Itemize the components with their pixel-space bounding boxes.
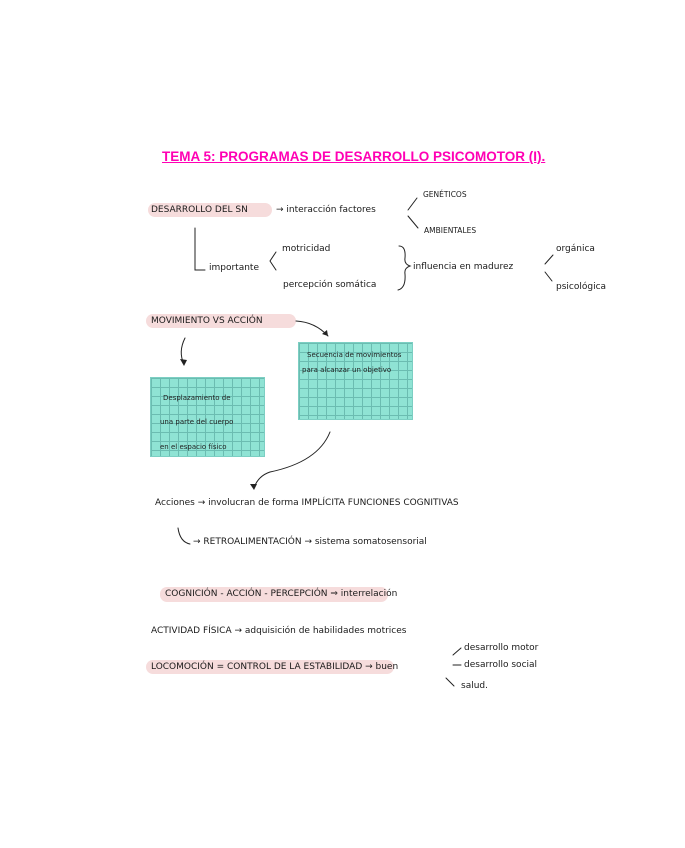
organica-label: orgánica [556,244,595,254]
acciones-line: Acciones → involucran de forma IMPLÍCITA FUNCIONES COGNITIVAS [155,498,459,508]
movimiento-vs-accion-heading: MOVIMIENTO VS ACCIÓN [151,316,263,326]
desarrollo-sn-heading: DESARROLLO DEL SN [151,205,248,215]
interaccion-label: → interacción factores [276,205,376,215]
desarrollo-social-label: desarrollo social [464,660,538,670]
actividad-fisica-line: ACTIVIDAD FÍSICA → adquisición de habilidades motrices [151,626,407,636]
salud-label: salud. [461,681,488,691]
retroalimentacion-text: RETROALIMENTACIÓN → sistema somatosensorial [203,537,427,547]
retroalimentacion-line: → RETROALIMENTACIÓN → sistema somatosensorial [193,537,427,547]
accion-card-line-1: Secuencia de movimientos [307,351,402,359]
influencia-label: influencia en madurez [413,262,514,272]
motricidad-label: motricidad [282,244,331,254]
movimiento-card-line-3: en el espacio físico [160,443,227,451]
importante-label: importante [209,263,260,273]
ambientales-label: AMBIENTALES [424,226,477,235]
movimiento-card-line-1: Desplazamiento de [163,394,231,402]
page-title: TEMA 5: PROGRAMAS DE DESARROLLO PSICOMOTOR (I). [162,149,546,164]
geneticos-label: GENÉTICOS [423,190,467,199]
interaccion-text: interacción factores [286,205,376,215]
psicologica-label: psicológica [556,282,607,292]
locomocion-line: LOCOMOCIÓN = CONTROL DE LA ESTABILIDAD → buen [151,662,399,672]
cognicion-accion-percepcion-heading: COGNICIÓN - ACCIÓN - PERCEPCIÓN ⇒ interrelación [165,589,398,599]
accion-card-line-2: para alcanzar un objetivo [302,366,392,374]
movimiento-card-line-2: una parte del cuerpo [160,418,234,426]
percepcion-label: percepción somática [283,280,377,290]
desarrollo-motor-label: desarrollo motor [464,643,539,653]
